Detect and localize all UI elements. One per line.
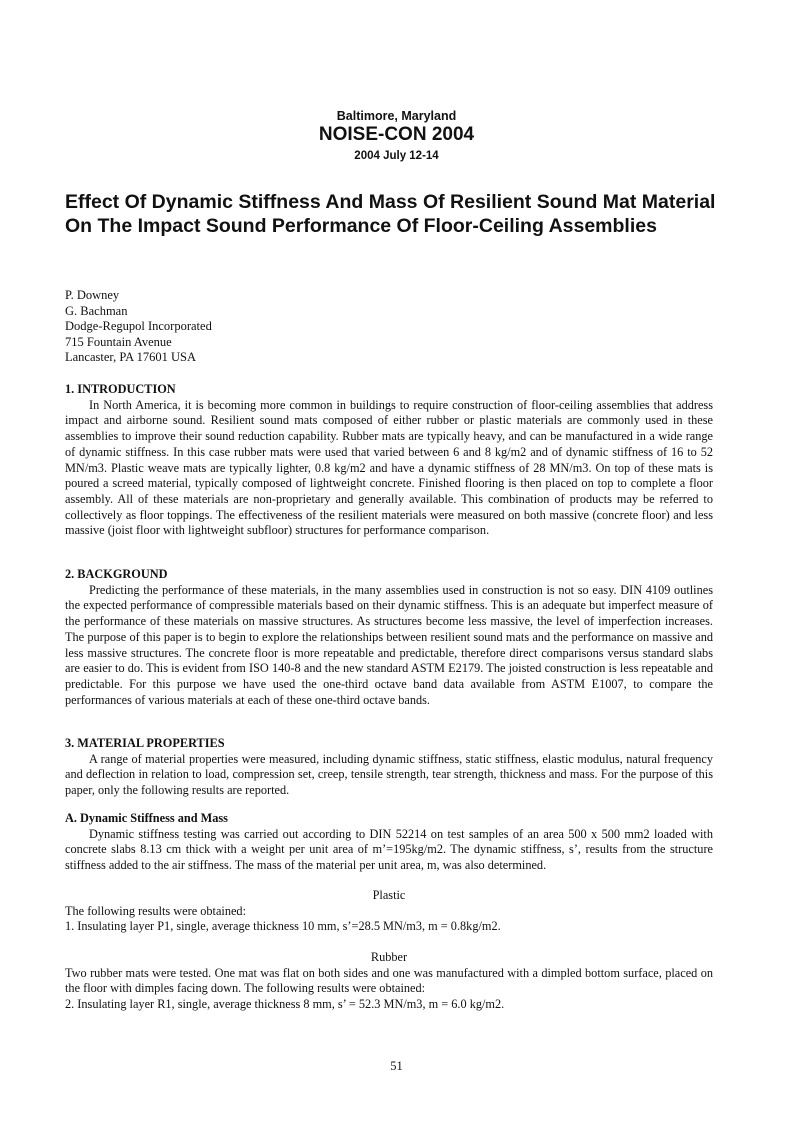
paper-title: Effect Of Dynamic Stiffness And Mass Of Resilient Sound Mat Material On The Impact Sound Performance Of Floor-Ceiling Assemblies [65,191,716,237]
section-background [65,567,713,708]
conference-name: NOISE-CON 2004 [318,124,475,145]
section-heading: 2. BACKGROUND [65,567,168,581]
section-material-properties [65,736,713,799]
plastic-label: Plastic [372,888,406,902]
paragraph: Two rubber mats were tested. One mat was flat on both sides and one was manufactured with a dimpled bottom surface, placed on the floor with dimples facing down. The following results were obtained: [65,965,713,996]
paragraph: A range of material properties were measured, including dynamic stiffness, static stiffness, elastic modulus, natural frequency and deflection in relation to load, compression set, creep, tensile strength, tear strength, thickness and mass. For the purpose of this paper, only the following results are reported. [65,751,713,798]
author-name: G. Bachman [65,303,128,318]
rubber-results [65,950,713,1013]
section-heading: 1. INTRODUCTION [65,382,176,396]
paragraph: In North America, it is becoming more common in buildings to require construction of floor-ceiling assemblies that address impact and airborne sound. Resilient sound mats composed of either rubber or plastic materials are commonly used in these assemblies to improve their sound reduction capability. Rubber mats are typically heavy, and can be manufactured in a wide range of dynamic stiffness. In this case rubber mats were used that varied between 6 and 8 kg/m2 and of dynamic stiffness of 16 to 52 MN/m3. Plastic weave mats are typically lighter, 0.8 kg/m2 and have a dynamic stiffness of 28 MN/m3. On top of these mats is poured a screed material, typically composed of lightweight concrete. Finished flooring is then placed on top to complete a floor assembly. All of these materials are non-proprietary and generally available. This combination of products may be referred to collectively as floor toppings. The effectiveness of the resilient materials were measured on both massive (concrete floor) and less massive (joist floor with lightweight subfloor) structures for performance comparison. [65,397,713,538]
author-name: P. Downey [65,288,120,302]
section-heading: 3. MATERIAL PROPERTIES [65,736,225,750]
author-block [65,288,212,366]
plastic-results [65,888,713,935]
affiliation: Dodge-Regupol Incorporated [65,319,212,334]
paragraph: Predicting the performance of these materials, in the many assemblies used in construction is not so easy. DIN 4109 outlines the expected performance of compressible materials based on their dynamic stiffness. This is an adequate but imperfect measure of the performance of these materials on massive structures. As structures become less massive, the level of imperfection increases. The purpose of this paper is to begin to explore the relationships between resilient sound mats and the performance on massive and less massive structures. The concrete floor is more repeatable and predictable, therefore direct comparisons versus standard slabs are easier to do. This is evident from ISO 140-8 and the new standard ASTM E2179. The joisted construction is less repeatable and predictable. For this purpose we have used the one-third octave band data available from ASTM E1007, to compare the performances of various materials at each of these one-third octave bands. [65,582,713,707]
result-item: 2. Insulating layer R1, single, average thickness 8 mm, s’ = 52.3 MN/m3, m = 6.0 kg/m2. [65,997,505,1012]
conference-date: 2004 July 12-14 [354,150,439,162]
section-introduction [65,382,713,539]
paragraph: Dynamic stiffness testing was carried out according to DIN 52214 on test samples of an area 500 x 500 mm2 loaded with concrete slabs 8.13 cm thick with a weight per unit area of m’=195kg/m2. The dynamic stiffness, s’, results from the structure stiffness added to the air stiffness. The mass of the material per unit area, m, was also determined. [65,826,713,873]
rubber-label: Rubber [370,950,408,964]
subsection-heading: A. Dynamic Stiffness and Mass [65,811,228,825]
address-street: 715 Fountain Avenue [65,334,172,349]
results-intro: The following results were obtained: [65,903,246,918]
conference-location: Baltimore, Maryland [336,109,457,123]
address-city: Lancaster, PA 17601 USA [65,350,196,365]
result-item: 1. Insulating layer P1, single, average thickness 10 mm, s’=28.5 MN/m3, m = 0.8kg/m2. [65,919,501,934]
subsection-dynamic-stiffness [65,811,713,874]
page-number: 51 [390,1059,403,1073]
